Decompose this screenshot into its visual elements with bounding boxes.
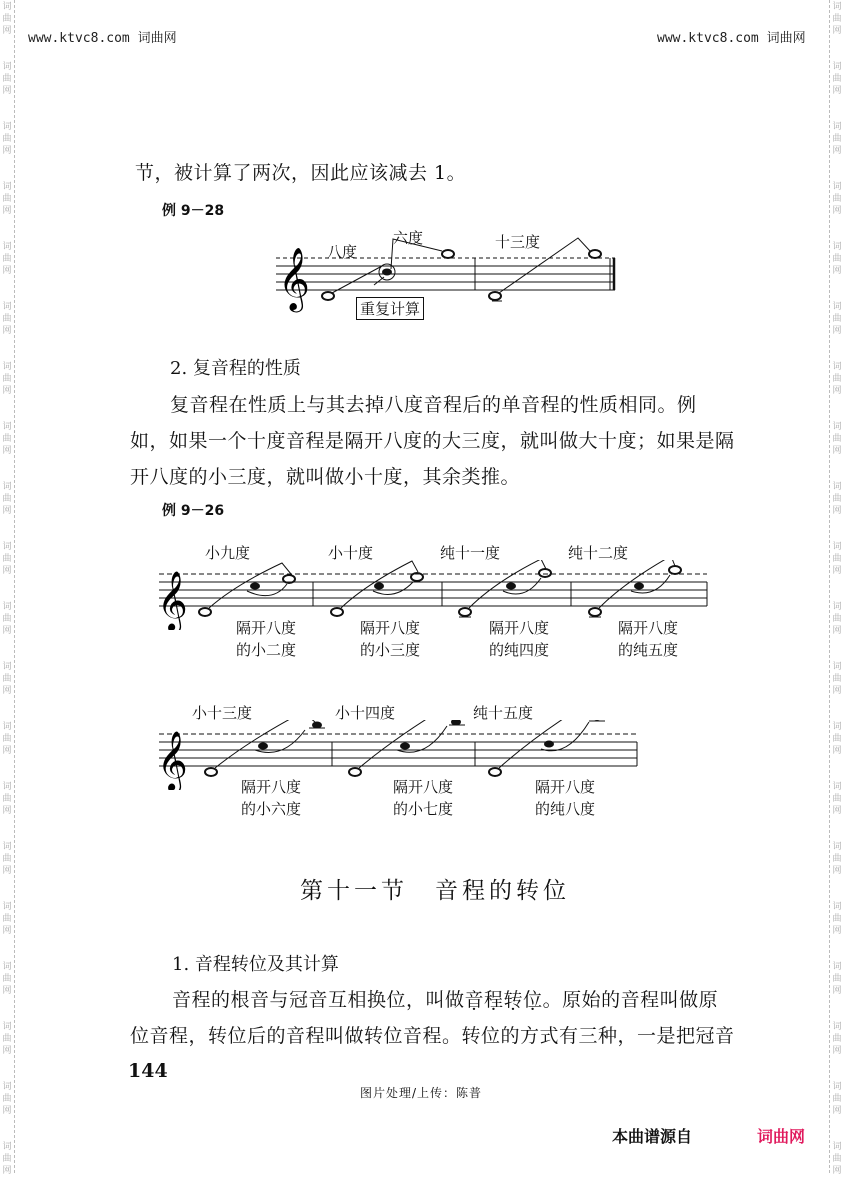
watermark-char: 词: [832, 1142, 842, 1152]
watermark-char: 网: [832, 566, 842, 576]
interval-explanation: [489, 617, 549, 661]
watermark-char: 网: [2, 386, 12, 396]
para2-line2: 如，如果一个十度音程是隔开八度的大三度，就叫做大十度；如果是隔: [130, 430, 735, 452]
header-site-right[interactable]: www.ktvc8.com 词曲网: [657, 31, 806, 46]
interval-explanation-line: 的小二度: [236, 641, 297, 659]
watermark-char: 词: [832, 962, 842, 972]
watermark-char: 网: [832, 506, 842, 516]
example-9-28-label: 例 9－28: [162, 203, 225, 219]
interval-explanation: [393, 776, 453, 820]
interval-explanation-line: 隔开八度: [393, 778, 454, 796]
watermark-char: 词: [2, 842, 12, 852]
emphasis-term: [465, 989, 543, 1011]
watermark-char: 曲: [2, 194, 12, 204]
interval-explanation-line: 的纯八度: [535, 800, 596, 818]
watermark-char: 词: [2, 962, 12, 972]
watermark-char: 词: [2, 362, 12, 372]
watermark-char: 词: [832, 842, 842, 852]
watermark-char: 词: [2, 722, 12, 732]
watermark-char: 词: [2, 482, 12, 492]
interval-explanation: [535, 776, 595, 820]
interval-explanation-line: 的小七度: [393, 800, 454, 818]
watermark-char: 曲: [832, 134, 842, 144]
para2-line1: 复音程在性质上与其去掉八度音程后的单音程的性质相同。例: [170, 394, 697, 416]
watermark-char: 网: [2, 986, 12, 996]
watermark-char: 词: [2, 2, 12, 12]
watermark-char: 网: [2, 806, 12, 816]
watermark-char: 词: [832, 422, 842, 432]
watermark-char: 词: [832, 902, 842, 912]
watermark-char: 网: [832, 626, 842, 636]
example-9-28-staff: [270, 225, 630, 325]
emphasis-char: 音: [464, 989, 485, 1011]
interval-explanation-line: 的小三度: [360, 641, 421, 659]
watermark-char: 词: [832, 362, 842, 372]
label-octave: 八度: [327, 243, 358, 261]
interval-explanation-line: 隔开八度: [236, 619, 297, 637]
watermark-char: 曲: [832, 614, 842, 624]
watermark-char: 曲: [832, 914, 842, 924]
watermark-char: 网: [832, 926, 842, 936]
subsection-1-heading: 1. 音程转位及其计算: [172, 954, 339, 975]
watermark-char: 词: [2, 1022, 12, 1032]
watermark-char: 词: [832, 482, 842, 492]
interval-explanation-line: 隔开八度: [241, 778, 302, 796]
watermark-char: 网: [2, 686, 12, 696]
repeat-count-box: 重复计算: [356, 297, 424, 320]
watermark-char: 曲: [2, 134, 12, 144]
watermark-char: 词: [2, 602, 12, 612]
watermark-char: 网: [832, 1106, 842, 1116]
watermark-char: 曲: [832, 674, 842, 684]
watermark-char: 曲: [832, 854, 842, 864]
watermark-char: 曲: [832, 974, 842, 984]
treble-clef-icon: 𝄞: [278, 247, 310, 310]
watermark-char: 曲: [2, 734, 12, 744]
watermark-char: 网: [832, 326, 842, 336]
para2-line3: 开八度的小三度，就叫做小十度，其余类推。: [130, 466, 521, 488]
footer-credit: 图片处理/上传：陈普: [360, 1086, 483, 1100]
watermark-char: 网: [832, 206, 842, 216]
interval-explanation-line: 隔开八度: [360, 619, 421, 637]
interval-explanation-line: 的纯四度: [489, 641, 550, 659]
interval-explanation-line: 隔开八度: [489, 619, 550, 637]
watermark-char: 词: [832, 62, 842, 72]
watermark-char: 词: [2, 542, 12, 552]
watermark-char: 网: [2, 1106, 12, 1116]
watermark-char: 曲: [2, 14, 12, 24]
watermark-char: 网: [832, 686, 842, 696]
header-site-left[interactable]: www.ktvc8.com 词曲网: [28, 31, 177, 46]
watermark-char: 曲: [2, 1094, 12, 1104]
watermark-char: 词: [2, 122, 12, 132]
watermark-char: 词: [832, 2, 842, 12]
interval-explanation-line: 隔开八度: [535, 778, 596, 796]
watermark-char: 网: [832, 446, 842, 456]
para3-line1-start: 音程的根音与冠音互相换位，叫做: [172, 989, 465, 1011]
interval-name: 小九度: [205, 544, 251, 562]
interval-explanation-line: 隔开八度: [618, 619, 679, 637]
watermark-char: 词: [2, 1082, 12, 1092]
section-2-heading: 2. 复音程的性质: [170, 358, 301, 379]
interval-name: 小十四度: [335, 704, 396, 722]
interval-name: 纯十五度: [473, 704, 534, 722]
watermark-char: 曲: [2, 254, 12, 264]
para3-line1: [172, 985, 718, 1012]
interval-explanation: [360, 617, 420, 661]
watermark-char: 网: [2, 746, 12, 756]
watermark-char: 网: [2, 566, 12, 576]
watermark-char: 网: [2, 26, 12, 36]
label-sixth: 六度: [393, 229, 424, 247]
watermark-char: 网: [2, 626, 12, 636]
watermark-char: 网: [2, 866, 12, 876]
watermark-char: 曲: [832, 734, 842, 744]
treble-clef-icon: 𝄞: [157, 731, 188, 790]
watermark-char: 词: [832, 242, 842, 252]
watermark-char: 词: [832, 1022, 842, 1032]
watermark-char: 网: [2, 926, 12, 936]
label-thirteenth: 十三度: [495, 233, 541, 251]
source-site-link[interactable]: 词曲网: [757, 1127, 806, 1146]
watermark-char: 网: [832, 806, 842, 816]
watermark-char: 曲: [2, 554, 12, 564]
watermark-char: 网: [2, 1046, 12, 1056]
watermark-char: 曲: [832, 1094, 842, 1104]
watermark-char: 曲: [832, 494, 842, 504]
watermark-char: 词: [832, 722, 842, 732]
watermark-char: 曲: [2, 494, 12, 504]
watermark-char: 网: [832, 746, 842, 756]
watermark-char: 词: [2, 182, 12, 192]
treble-clef-icon: 𝄞: [157, 571, 188, 630]
interval-explanation: [236, 617, 296, 661]
emphasis-char: 转: [503, 989, 524, 1011]
watermark-char: 曲: [832, 554, 842, 564]
source-label: 本曲谱源自: [612, 1127, 693, 1146]
watermark-char: 曲: [832, 254, 842, 264]
interval-explanation-line: 的纯五度: [618, 641, 679, 659]
interval-explanation: [241, 776, 301, 820]
interval-name: 小十三度: [192, 704, 253, 722]
watermark-char: 曲: [832, 1154, 842, 1164]
watermark-char: 词: [832, 302, 842, 312]
watermark-char: 网: [2, 86, 12, 96]
left-watermark-strip: [0, 0, 15, 1176]
watermark-char: 词: [832, 662, 842, 672]
watermark-char: 曲: [832, 14, 842, 24]
watermark-char: 网: [832, 386, 842, 396]
watermark-char: 曲: [2, 974, 12, 984]
watermark-char: 词: [2, 902, 12, 912]
watermark-char: 词: [2, 422, 12, 432]
watermark-char: 曲: [2, 374, 12, 384]
example-9-26-label: 例 9－26: [162, 503, 225, 519]
watermark-char: 网: [2, 506, 12, 516]
para3-line1-end: 。原始的音程叫做原: [542, 989, 719, 1011]
watermark-char: 词: [832, 1082, 842, 1092]
watermark-char: 词: [2, 302, 12, 312]
watermark-char: 网: [832, 1046, 842, 1056]
watermark-char: 词: [2, 62, 12, 72]
line-1: 节，被计算了两次，因此应该减去 1。: [135, 162, 467, 184]
watermark-char: 曲: [832, 1034, 842, 1044]
interval-explanation-line: 的小六度: [241, 800, 302, 818]
watermark-char: 词: [2, 662, 12, 672]
page-number: 144: [128, 1060, 168, 1082]
watermark-char: 曲: [2, 914, 12, 924]
watermark-char: 词: [832, 542, 842, 552]
watermark-char: 网: [2, 326, 12, 336]
watermark-char: 网: [2, 146, 12, 156]
watermark-char: 网: [832, 266, 842, 276]
watermark-char: 网: [832, 26, 842, 36]
watermark-char: 曲: [832, 374, 842, 384]
emphasis-char: 位: [523, 989, 543, 1011]
interval-name: 小十度: [328, 544, 374, 562]
watermark-char: 网: [2, 446, 12, 456]
watermark-char: 曲: [832, 74, 842, 84]
watermark-char: 网: [832, 986, 842, 996]
watermark-char: 曲: [2, 854, 12, 864]
watermark-char: 曲: [832, 314, 842, 324]
section-title: 第十一节 音程的转位: [300, 878, 570, 904]
watermark-char: 曲: [2, 74, 12, 84]
watermark-char: 曲: [832, 794, 842, 804]
para3-line2: 位音程，转位后的音程叫做转位音程。转位的方式有三种，一是把冠音: [130, 1025, 735, 1047]
watermark-char: 词: [832, 602, 842, 612]
right-watermark-strip: [829, 0, 844, 1176]
watermark-char: 曲: [2, 1034, 12, 1044]
watermark-char: 词: [832, 182, 842, 192]
watermark-char: 词: [2, 1142, 12, 1152]
watermark-char: 网: [832, 86, 842, 96]
watermark-char: 曲: [2, 674, 12, 684]
interval-explanation: [618, 617, 678, 661]
watermark-char: 网: [832, 146, 842, 156]
watermark-char: 网: [2, 1166, 12, 1176]
watermark-char: 曲: [2, 1154, 12, 1164]
watermark-char: 曲: [2, 614, 12, 624]
watermark-char: 曲: [832, 194, 842, 204]
watermark-char: 词: [832, 782, 842, 792]
watermark-char: 曲: [2, 794, 12, 804]
watermark-char: 词: [832, 122, 842, 132]
watermark-char: 网: [2, 206, 12, 216]
interval-name: 纯十二度: [568, 544, 629, 562]
watermark-char: 曲: [2, 434, 12, 444]
watermark-char: 网: [2, 266, 12, 276]
emphasis-char: 程: [484, 989, 504, 1011]
watermark-char: 网: [832, 1166, 842, 1176]
watermark-char: 曲: [2, 314, 12, 324]
watermark-char: 词: [2, 782, 12, 792]
watermark-char: 词: [2, 242, 12, 252]
watermark-char: 网: [832, 866, 842, 876]
interval-name: 纯十一度: [440, 544, 501, 562]
watermark-char: 曲: [832, 434, 842, 444]
